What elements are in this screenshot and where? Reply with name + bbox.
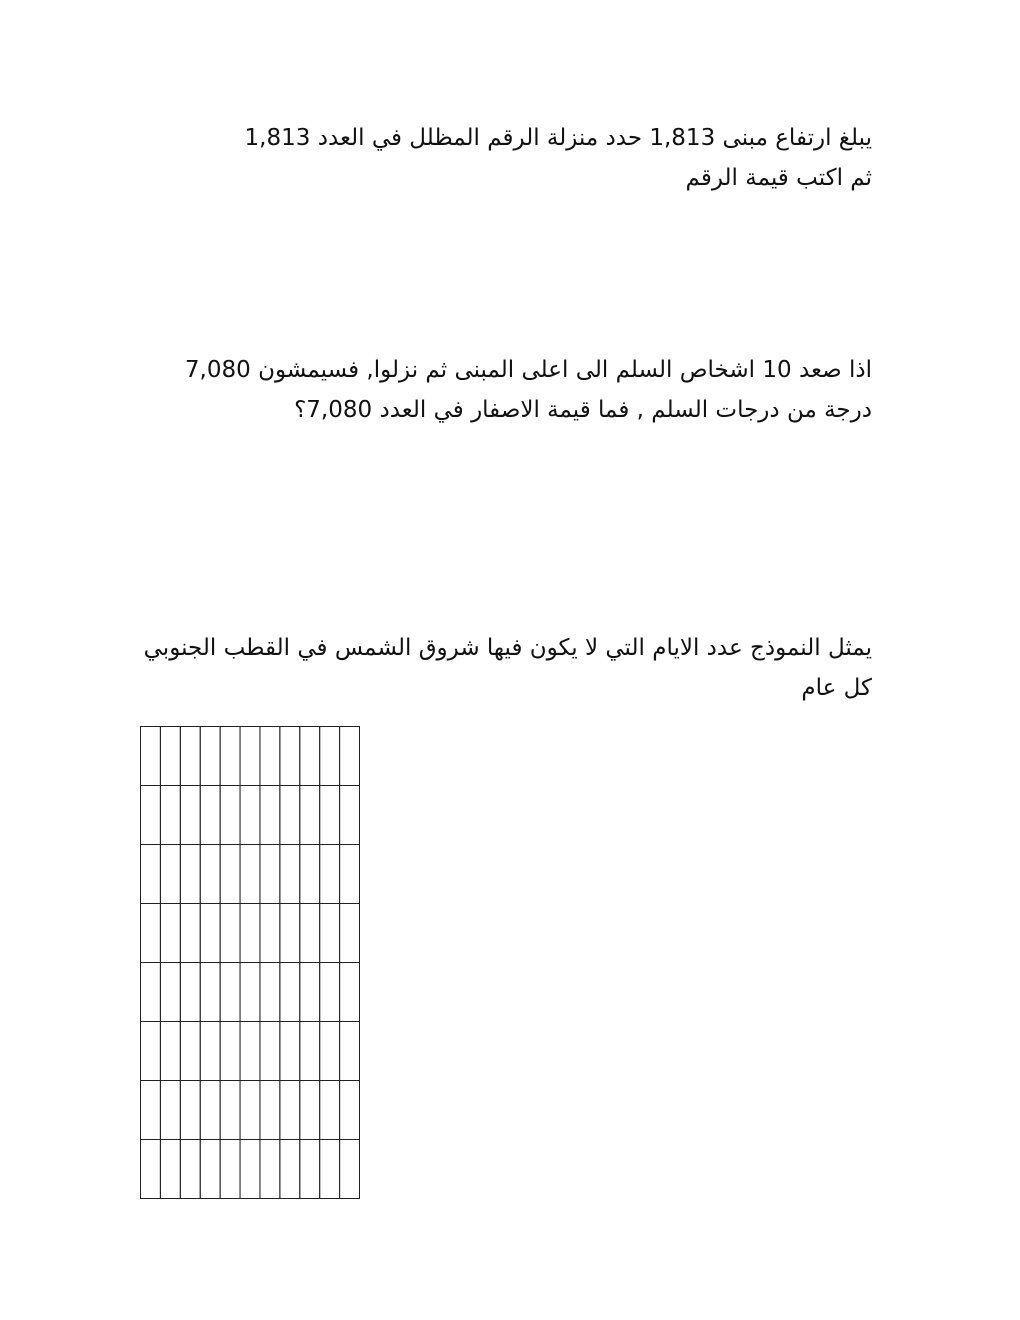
grid-cell	[280, 727, 300, 786]
grid-cell	[320, 845, 340, 904]
grid-cell	[180, 727, 200, 786]
grid-cell	[240, 1140, 260, 1199]
grid-cell	[220, 1022, 240, 1081]
grid-cell	[280, 904, 300, 963]
grid-cell	[141, 845, 161, 904]
grid-cell	[220, 963, 240, 1022]
grid-model-svg	[140, 726, 360, 1199]
grid-cell	[240, 727, 260, 786]
grid-cell	[320, 1022, 340, 1081]
question-3	[144, 628, 872, 708]
question-2-line-1: اذا صعد 10 اشخاص السلم الى اعلى المبنى ثم نزلوا, فسيمشون 7,080	[184, 357, 872, 383]
grid-cell	[340, 1081, 360, 1140]
grid-cell	[160, 1022, 180, 1081]
grid-cell	[340, 786, 360, 845]
grid-cell	[340, 904, 360, 963]
grid-cell	[220, 904, 240, 963]
grid-cell	[240, 1081, 260, 1140]
grid-cell	[340, 845, 360, 904]
question-3-line-1: يمثل النموذج عدد الايام التي لا يكون فيها شروق الشمس في القطب الجنوبي	[143, 635, 872, 661]
grid-cell	[160, 845, 180, 904]
grid-cell	[160, 963, 180, 1022]
grid-cell	[200, 963, 220, 1022]
grid-cell	[220, 727, 240, 786]
grid-cell	[300, 786, 320, 845]
grid-cell	[260, 963, 280, 1022]
grid-cell	[220, 845, 240, 904]
grid-cell	[320, 904, 340, 963]
grid-cell	[200, 1081, 220, 1140]
grid-cell	[300, 845, 320, 904]
grid-cell	[141, 1081, 161, 1140]
grid-cell	[141, 727, 161, 786]
grid-cell	[180, 1140, 200, 1199]
grid-cell	[300, 963, 320, 1022]
grid-cell	[340, 1140, 360, 1199]
grid-cell	[160, 1140, 180, 1199]
grid-cell	[200, 904, 220, 963]
question-3-line-2: كل عام	[801, 675, 872, 701]
grid-cell	[240, 963, 260, 1022]
grid-cell	[280, 963, 300, 1022]
question-1	[245, 118, 872, 198]
grid-cell	[340, 1022, 360, 1081]
grid-cell	[300, 727, 320, 786]
grid-cell	[180, 904, 200, 963]
grid-cell	[200, 1140, 220, 1199]
grid-cell	[220, 1081, 240, 1140]
grid-cell	[240, 845, 260, 904]
grid-cell	[220, 1140, 240, 1199]
grid-cell	[200, 845, 220, 904]
grid-cell	[240, 904, 260, 963]
grid-cell	[180, 963, 200, 1022]
grid-cell	[260, 904, 280, 963]
grid-cell	[180, 1022, 200, 1081]
grid-cell	[160, 904, 180, 963]
grid-cell	[141, 1022, 161, 1081]
grid-cell	[240, 786, 260, 845]
question-1-line-1: يبلغ ارتفاع مبنى 1,813 حدد منزلة الرقم المظلل في العدد 1,813	[244, 125, 872, 151]
grid-cell	[200, 727, 220, 786]
grid-cell	[260, 786, 280, 845]
grid-cell	[320, 963, 340, 1022]
question-2	[185, 350, 872, 430]
grid-cell	[260, 845, 280, 904]
grid-cell	[300, 904, 320, 963]
grid-cell	[280, 1140, 300, 1199]
grid-cell	[260, 727, 280, 786]
grid-cell	[141, 963, 161, 1022]
grid-cell	[260, 1140, 280, 1199]
grid-cell	[300, 1081, 320, 1140]
grid-cell	[320, 727, 340, 786]
grid-cell	[160, 727, 180, 786]
question-2-line-2: درجة من درجات السلم , فما قيمة الاصفار في العدد 7,080؟	[294, 397, 872, 423]
grid-cell	[160, 786, 180, 845]
grid-cell	[180, 786, 200, 845]
grid-cell	[200, 786, 220, 845]
grid-cell	[280, 786, 300, 845]
question-1-line-2: ثم اكتب قيمة الرقم	[685, 165, 872, 191]
grid-cell	[260, 1022, 280, 1081]
grid-cell	[280, 1022, 300, 1081]
grid-cell	[160, 1081, 180, 1140]
grid-cell	[280, 1081, 300, 1140]
grid-cell	[220, 786, 240, 845]
grid-cell	[320, 1081, 340, 1140]
grid-cell	[340, 727, 360, 786]
grid-cell	[141, 1140, 161, 1199]
grid-cell	[300, 1140, 320, 1199]
grid-cell	[320, 786, 340, 845]
grid-cell	[260, 1081, 280, 1140]
grid-cell	[320, 1140, 340, 1199]
grid-model	[140, 726, 360, 1199]
grid-cell	[300, 1022, 320, 1081]
grid-cell	[240, 1022, 260, 1081]
grid-cell	[180, 1081, 200, 1140]
grid-cell	[340, 963, 360, 1022]
grid-cell	[141, 786, 161, 845]
grid-cell	[280, 845, 300, 904]
grid-cell	[200, 1022, 220, 1081]
grid-cell	[180, 845, 200, 904]
grid-cell	[141, 904, 161, 963]
